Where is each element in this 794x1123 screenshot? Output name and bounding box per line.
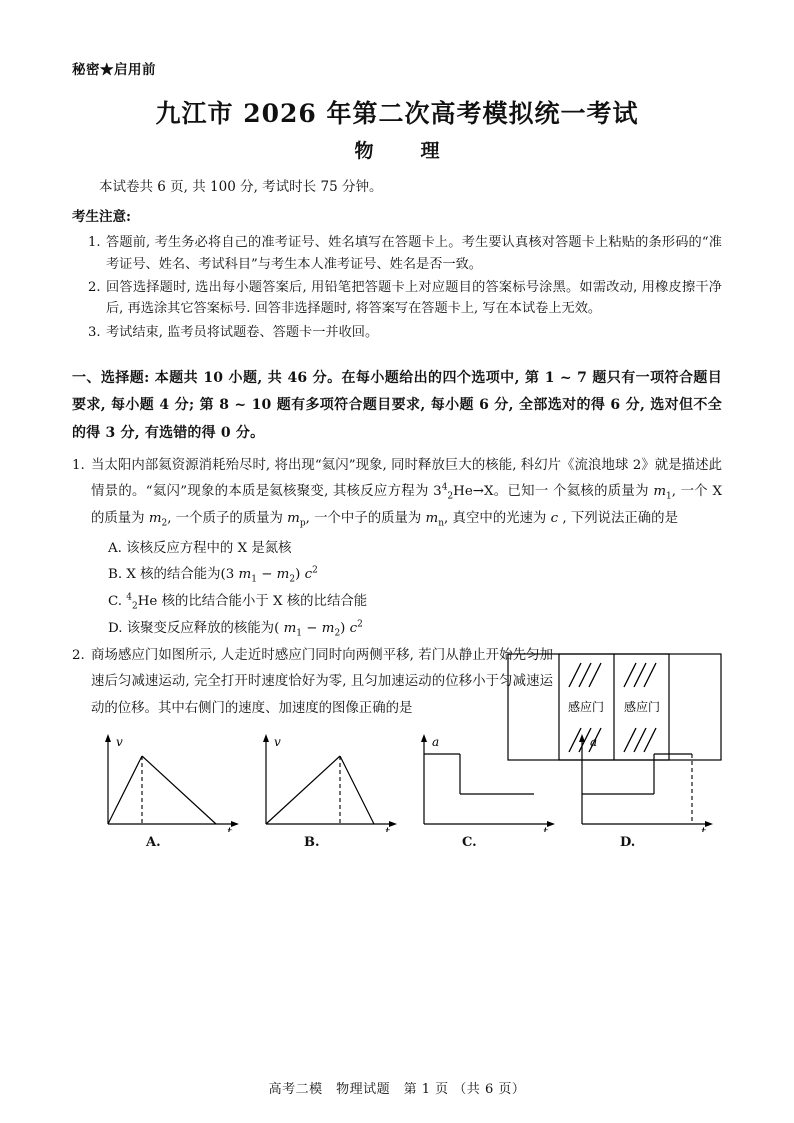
question-text: 商场感应门如图所示, 人走近时感应门同时向两侧平移, 若门从静止开始先匀加速后匀减速运动, 完全打开时速度恰好为零, 且匀加速运动的位移小于匀减速运动的位移。其中右侧门的速度、加速度的图像正确的是 <box>91 648 553 716</box>
list-item <box>72 232 722 275</box>
exam-intro: 本试卷共 6 页, 共 100 分, 考试时长 75 分钟。 <box>99 179 383 195</box>
page-footer <box>0 1078 794 1097</box>
notice-number: 1. <box>88 235 101 251</box>
svg-text:a: a <box>590 734 598 749</box>
svg-text:a: a <box>432 734 440 749</box>
svg-text:t: t <box>543 824 548 832</box>
notice-text: 回答选择题时, 选出每小题答案后, 用铅笔把答题卡上对应题目的答案标号涂黑。如需改动, 用橡皮擦干净后, 再选涂其它答案标号. 回答非选择题时, 将答案写在答题卡上, 写在本试卷上无效。 <box>106 279 722 317</box>
svg-text:v: v <box>274 734 281 749</box>
svg-text:t: t <box>385 824 390 832</box>
notice-text: 考试结束, 监考员将试题卷、答题卡一并收回。 <box>106 324 379 340</box>
notice-text: 答题前, 考生务必将自己的准考证号、姓名填写在答题卡上。考生要认真核对答题卡上粘贴的条形码的“准考证号、姓名、考试科目”与考生本人准考证号、姓名是否一致。 <box>106 235 722 272</box>
page-title: 九江市 2026 年第二次高考模拟统一考试 <box>155 99 639 128</box>
graph-label-c: C. <box>462 834 477 850</box>
graph-option-c <box>410 732 560 850</box>
section-heading-choice: 一、选择题: 本题共 10 小题, 共 46 分。在每小题给出的四个选项中, 第 1 ~ 7 题只有一项符合题目要求, 每小题 4 分; 第 8 ~ 10 题有多项符合题目要求, 每小题 6 分, 全部选对的得 6 分, 选对但不全的得 3 分, 有选错的得 0 分。 <box>72 370 722 441</box>
notice-list <box>72 232 722 343</box>
door-label-left: 感应门 <box>567 700 605 715</box>
notice-number: 2. <box>88 279 101 295</box>
option-1b: B. X 核的结合能为(3 $m_1 - m_2$) $c^2$ <box>108 565 318 585</box>
question-number: 1. <box>72 457 85 473</box>
question-2 <box>72 643 722 849</box>
question-1 <box>72 453 722 534</box>
notice-title: 考生注意: <box>72 208 131 225</box>
list-item <box>72 277 722 320</box>
option-1c: C. $^4_2$He 核的比结合能小于 X 核的比结合能 <box>108 592 368 612</box>
svg-text:v: v <box>116 734 123 749</box>
svg-text:t: t <box>227 824 232 832</box>
question-text: 当太阳内部氦资源消耗殆尽时, 将出现“氦闪”现象, 同时释放巨大的核能, 科幻片《流浪地球 2》就是描述此情景的。“氦闪”现象的本质是氦核聚变, 其核反应方程为 $3^4_2He\to X$。已知一 个氦核的质量为 $m_1$, 一个 X 的质量为 $m_2$, 一个质子的质量为 $m_p$, 一个中子的质量为 $m_n$, 真空中的光速为 c , 下列说法正确的是 <box>91 457 722 529</box>
graph-label-b: B. <box>304 834 320 850</box>
list-item <box>72 322 722 343</box>
graph-option-a <box>94 732 244 850</box>
option-1a: A. 该核反应方程中的 X 是氮核 <box>108 540 292 556</box>
notice-number: 3. <box>88 324 101 340</box>
question-2-text <box>72 643 553 721</box>
door-label-right: 感应门 <box>623 700 661 715</box>
graph-options <box>94 732 722 850</box>
graph-label-a: A. <box>146 834 161 850</box>
option-1d: D. 该聚变反应释放的核能为( $m_1 - m_2$) $c^2$ <box>108 619 363 639</box>
question-number: 2. <box>72 648 85 664</box>
graph-label-d: D. <box>620 834 636 850</box>
secret-label: 秘密★启用前 <box>72 62 156 78</box>
footer-text: 高考二模 物理试题 第 1 页 （共 6 页） <box>268 1082 526 1097</box>
graph-option-d <box>568 732 718 850</box>
subject-title: 物 理 <box>354 140 454 162</box>
graph-option-b <box>252 732 402 850</box>
svg-text:t: t <box>701 824 706 832</box>
